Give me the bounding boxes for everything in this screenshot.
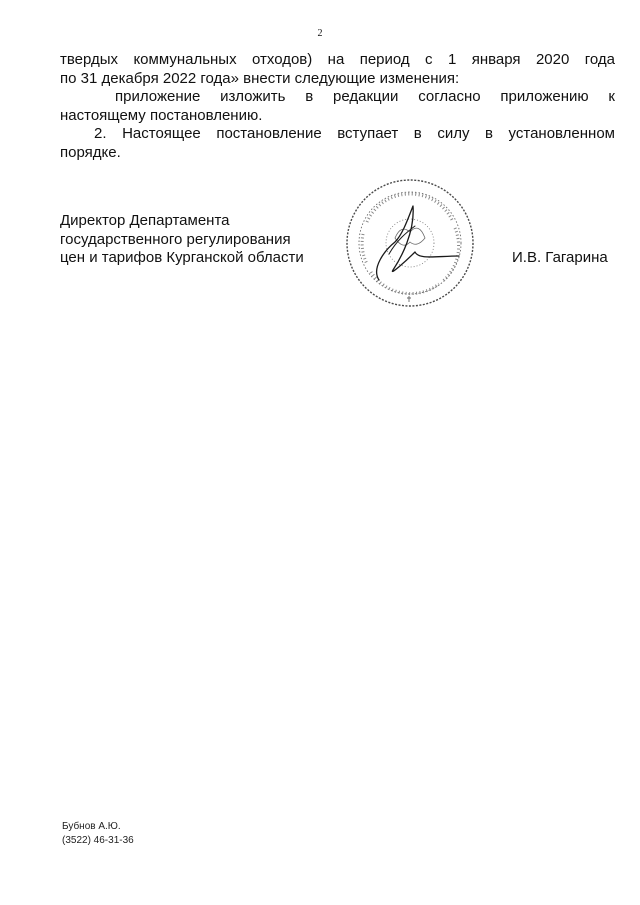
footer-phone: (3522) 46-31-36 (62, 834, 134, 846)
document-body (60, 51, 615, 162)
signatory-title-line: государственного регулирования (60, 230, 291, 248)
signatory-title (60, 212, 304, 268)
official-seal-with-signature (343, 176, 477, 310)
body-line: настоящему постановлению. (60, 106, 263, 124)
body-line: 2. Настоящее постановление вступает в силу в установленном (94, 125, 615, 142)
body-line: приложение изложить в редакции согласно приложению к (115, 88, 615, 105)
body-line: порядке. (60, 143, 121, 161)
body-line: по 31 декабря 2022 года» внести следующие изменения: (60, 69, 460, 87)
footer-author: Бубнов А.Ю. (62, 821, 121, 832)
signatory-title-line: Директор Департамента (60, 212, 230, 229)
signatory-name: И.В. Гагарина (512, 249, 608, 266)
page-number: 2 (317, 28, 323, 39)
signatory-title-line: цен и тарифов Курганской области (60, 249, 304, 266)
body-line: твердых коммунальных отходов) на период с 1 января 2020 года (60, 51, 615, 68)
document-footer (62, 820, 134, 847)
